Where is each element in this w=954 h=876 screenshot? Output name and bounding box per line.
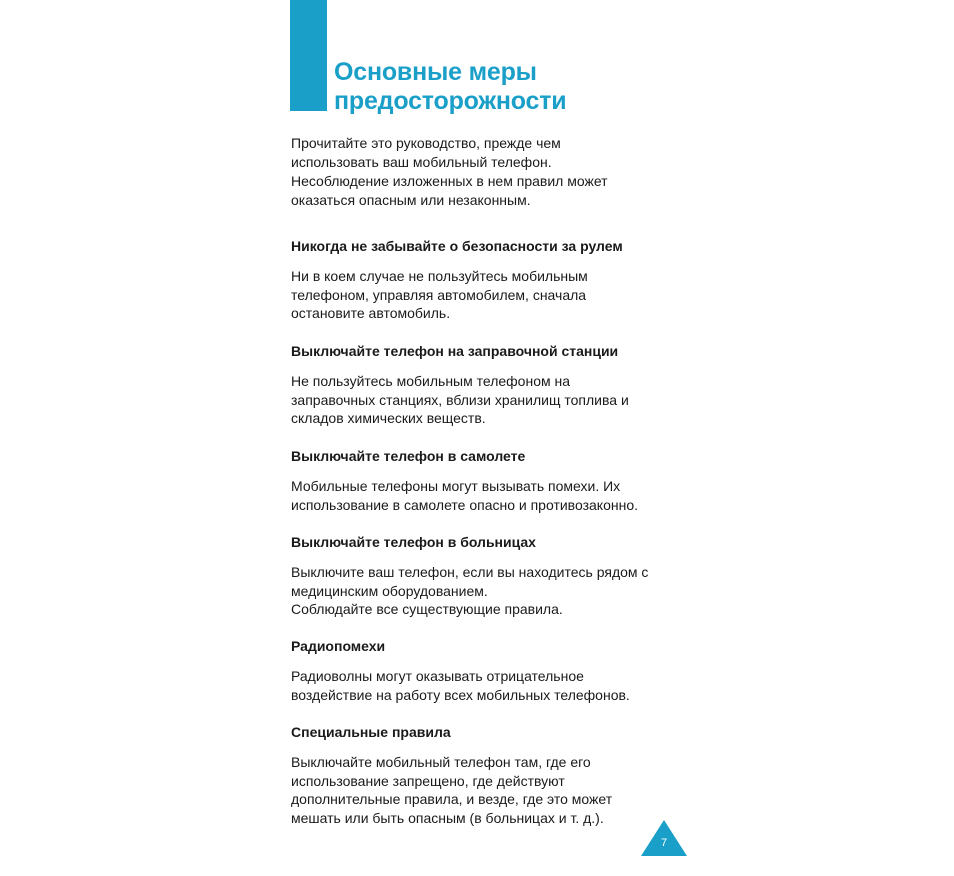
- section-line: телефоном, управляя автомобилем, сначала: [291, 286, 587, 303]
- section-body: [291, 267, 681, 323]
- section-line: мешать или быть опасным (в больницах и т. д.).: [291, 809, 604, 826]
- section-line: дополнительные правила, и везде, где это может: [291, 791, 613, 808]
- section-body: [291, 563, 681, 619]
- section-heading: Радиопомехи: [291, 638, 386, 654]
- section-body: [291, 372, 681, 428]
- page-number: 7: [660, 837, 668, 849]
- section-heading: Выключайте телефон в самолете: [291, 448, 526, 464]
- section-special-rules: [291, 723, 681, 827]
- section-driving-safety: [291, 237, 681, 323]
- section-line: Соблюдайте все существующие правила.: [291, 601, 563, 618]
- intro-paragraph: [291, 134, 671, 210]
- section-heading: Никогда не забывайте о безопасности за рулем: [291, 238, 623, 254]
- intro-line: оказаться опасным или незаконным.: [291, 192, 531, 208]
- intro-line: Прочитайте это руководство, прежде чем: [291, 135, 561, 151]
- section-line: Радиоволны могут оказывать отрицательное: [291, 668, 584, 684]
- section-line: Ни в коем случае не пользуйтесь мобильным: [291, 268, 588, 284]
- section-hospitals: [291, 533, 681, 619]
- section-heading: Выключайте телефон на заправочной станции: [291, 343, 619, 359]
- section-airplane: [291, 447, 681, 514]
- section-line: медицинским оборудованием.: [291, 582, 488, 599]
- page-title-line: предосторожности: [334, 87, 567, 115]
- section-line: Мобильные телефоны могут вызывать помехи. Их: [291, 478, 621, 494]
- page-title-line: Основные меры: [334, 58, 537, 86]
- intro-line: Несоблюдение изложенных в нем правил может: [291, 173, 608, 189]
- section-line: воздействие на работу всех мобильных телефонов.: [291, 686, 630, 703]
- section-line: использование запрещено, где действуют: [291, 772, 565, 789]
- accent-bar: [290, 0, 327, 111]
- section-body: [291, 667, 681, 704]
- section-line: остановите автомобиль.: [291, 305, 451, 322]
- section-radio-interference: [291, 637, 681, 704]
- page-title: [334, 58, 694, 116]
- section-heading: Выключайте телефон в больницах: [291, 534, 536, 550]
- section-line: Выключайте мобильный телефон там, где его: [291, 754, 591, 770]
- section-line: складов химических веществ.: [291, 410, 486, 427]
- section-line: заправочных станциях, вблизи хранилищ топлива и: [291, 391, 629, 408]
- section-body: [291, 477, 681, 514]
- section-body: [291, 753, 681, 827]
- section-heading: Специальные правила: [291, 724, 451, 740]
- section-line: использование в самолете опасно и противозаконно.: [291, 496, 638, 513]
- section-line: Выключите ваш телефон, если вы находитесь рядом с: [291, 564, 649, 580]
- section-gas-station: [291, 342, 681, 428]
- intro-line: использовать ваш мобильный телефон.: [291, 154, 552, 170]
- section-line: Не пользуйтесь мобильным телефоном на: [291, 373, 571, 389]
